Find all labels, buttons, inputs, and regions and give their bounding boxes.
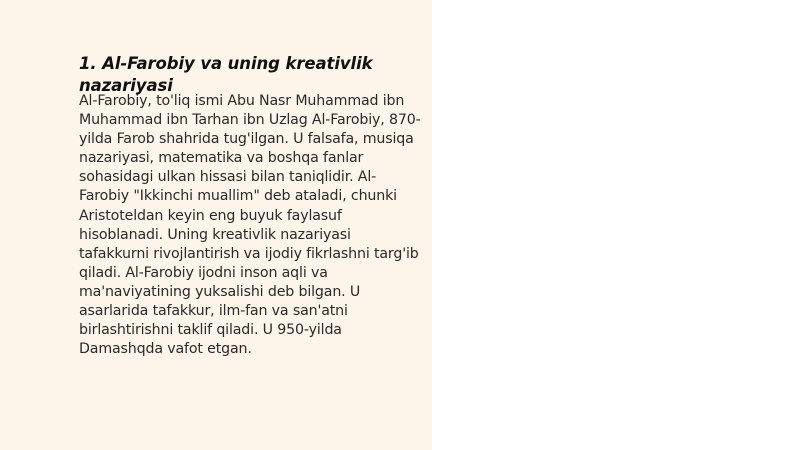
slide-heading: 1. Al-Farobiy va uning kreativlik nazariyasi — [79, 54, 373, 95]
slide-body-text: Al-Farobiy, to'liq ismi Abu Nasr Muhammad ibn Muhammad ibn Tarhan ibn Uzlag Al-Farobiy, 870-yilda Farob shahrida tug'ilgan. U falsafa, musiqa nazariyasi, matematika va boshqa fanlar sohasidagi ulkan hissasi bilan taniqlidir. Al-Farobiy "Ikkinchi muallim" deb ataladi, chunki Aristoteldan keyin eng buyuk faylasuf hisoblanadi. Uning kreativlik nazariyasi tafakkurni rivojlantirish va ijodiy fikrlashni targ'ib qiladi. Al-Farobiy ijodni inson aqli va ma'naviyatining yuksalishi deb bilgan. U asarlarida tafakkur, ilm-fan va san'atni birlashtirishni taklif qiladi. U 950-yilda Damashqda vafot etgan. — [79, 93, 421, 358]
